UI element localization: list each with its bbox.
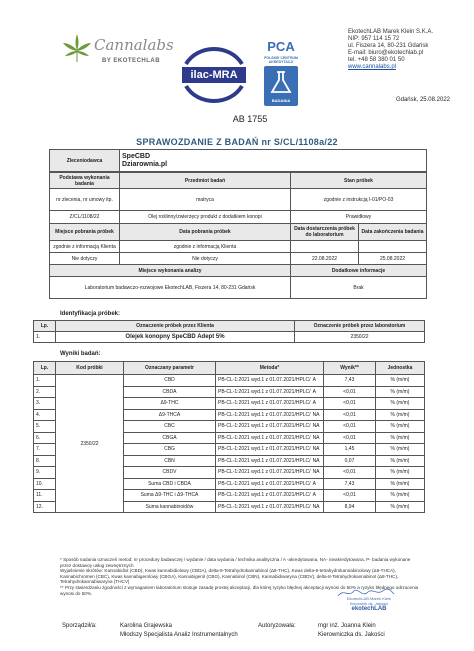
res-metoda bbox=[216, 444, 324, 456]
sub-subject: matryca bbox=[120, 189, 291, 211]
res-metoda-text: PB-CL-1:2021 wyd.1 z 01.07.2021/HPLC/ bbox=[218, 457, 311, 464]
stamp-line-1: EkotechLAB Marek Klein bbox=[346, 596, 392, 601]
res-lp: 2. bbox=[34, 386, 56, 398]
res-param: CBDA bbox=[124, 386, 216, 398]
h-basis: Podstawa wykonania badania bbox=[50, 173, 120, 189]
company-line: tel. +48 58 380 01 50 bbox=[348, 57, 405, 63]
pca-badge bbox=[264, 66, 298, 106]
signature-scribble bbox=[336, 586, 396, 600]
prepared-name: Karolina Grajewska bbox=[120, 623, 173, 629]
res-metoda-flag: A bbox=[312, 377, 316, 384]
v-finish: 25.08.2022 bbox=[359, 253, 427, 265]
res-metoda-flag: A bbox=[312, 400, 316, 407]
results-row bbox=[34, 375, 425, 387]
client-name: SpeCBD bbox=[122, 152, 151, 160]
client-label: Zleceniodawca bbox=[50, 150, 120, 172]
res-metoda bbox=[216, 432, 324, 444]
identification-title: Identyfikacja próbek: bbox=[60, 311, 121, 317]
results-table bbox=[33, 361, 425, 513]
approved-role: Kierowniczka ds. Jakości bbox=[318, 632, 385, 638]
order-table bbox=[49, 172, 427, 299]
res-param: Δ9-THCA bbox=[124, 409, 216, 421]
res-wynik: <0,01 bbox=[324, 432, 376, 444]
sub-sampling-date: zgodnie z informacją Klienta bbox=[120, 241, 291, 253]
res-metoda-flag: A bbox=[312, 480, 316, 487]
res-jedn: % (m/m) bbox=[376, 444, 425, 456]
h-delivery: Data dostarczenia próbek do laboratorium bbox=[291, 224, 359, 241]
v-delivery: 22.08.2022 bbox=[291, 253, 359, 265]
res-metoda-text: PB-CL-1:2021 wyd.1 z 01.07.2021/HPLC/ bbox=[218, 434, 311, 441]
flask-icon bbox=[264, 68, 298, 98]
res-jedn: % (m/m) bbox=[376, 375, 425, 387]
res-lp: 10. bbox=[34, 478, 56, 490]
res-metoda bbox=[216, 398, 324, 410]
id-row-client: Olejek konopny SpeCBD Adept 5% bbox=[56, 332, 295, 343]
res-lp: 12. bbox=[34, 501, 56, 513]
company-line: NIP: 957 114 15 72 bbox=[348, 36, 400, 42]
id-row-lp: 1. bbox=[34, 332, 56, 343]
id-row-lab: 2350/22 bbox=[295, 332, 425, 343]
res-metoda bbox=[216, 455, 324, 467]
results-body bbox=[34, 375, 425, 513]
res-metoda bbox=[216, 478, 324, 490]
res-param: CBD bbox=[124, 375, 216, 387]
res-metoda-text: PB-CL-1:2021 wyd.1 z 01.07.2021/HPLC/ bbox=[218, 388, 311, 395]
res-lp: 5. bbox=[34, 421, 56, 433]
res-metoda-flag: A bbox=[312, 388, 316, 395]
v-subject: Olej roślinny/zwierzęcy produkt z dodatkiem konopi bbox=[120, 211, 291, 224]
brand-logo bbox=[60, 26, 180, 76]
res-metoda-flag: A bbox=[312, 492, 316, 499]
approved-label: Autoryzowała: bbox=[258, 623, 296, 629]
accreditation-number: AB 1755 bbox=[232, 114, 268, 124]
pca-badania-label: BADANIA bbox=[271, 98, 291, 103]
res-metoda bbox=[216, 467, 324, 479]
res-wynik: 8,94 bbox=[324, 501, 376, 513]
res-h-wynik: Wynik** bbox=[324, 362, 376, 375]
res-param: CBN bbox=[124, 455, 216, 467]
res-jedn: % (m/m) bbox=[376, 398, 425, 410]
res-wynik: <0,01 bbox=[324, 467, 376, 479]
id-h-client: Oznaczenie próbek przez Klienta bbox=[56, 321, 295, 332]
res-lp: 4. bbox=[34, 409, 56, 421]
res-jedn: % (m/m) bbox=[376, 432, 425, 444]
res-lp: 1. bbox=[34, 375, 56, 387]
ilac-mra-seal bbox=[180, 46, 248, 104]
res-jedn: % (m/m) bbox=[376, 478, 425, 490]
h-sampling-date: Data pobrania próbek bbox=[120, 224, 291, 241]
res-jedn: % (m/m) bbox=[376, 501, 425, 513]
pca-subtitle-1: POLSKIE CENTRUM bbox=[264, 56, 298, 60]
cannabis-leaf-icon bbox=[62, 32, 92, 64]
res-metoda bbox=[216, 409, 324, 421]
approved-name: mgr inż. Joanna Klein bbox=[318, 623, 376, 629]
res-jedn: % (m/m) bbox=[376, 386, 425, 398]
res-metoda-flag: NA bbox=[312, 446, 320, 453]
res-param: Suma Δ9-THC i Δ9-THCA bbox=[124, 490, 216, 502]
res-wynik: 0,07 bbox=[324, 455, 376, 467]
sub-basis: nr zlecenia, nr umowy itp. bbox=[50, 189, 120, 211]
res-metoda-text: PB-CL-1:2021 wyd.1 z 01.07.2021/HPLC/ bbox=[218, 400, 311, 407]
pca-subtitle-2: AKREDYTACJI bbox=[268, 60, 294, 64]
res-param: Suma CBD i CBDA bbox=[124, 478, 216, 490]
h-place: Miejsce wykonania analizy bbox=[50, 265, 291, 277]
res-lp: 6. bbox=[34, 432, 56, 444]
res-wynik: 7,43 bbox=[324, 375, 376, 387]
res-metoda-flag: NA bbox=[312, 423, 320, 430]
res-lp: 9. bbox=[34, 467, 56, 479]
res-jedn: % (m/m) bbox=[376, 409, 425, 421]
res-wynik: <0,01 bbox=[324, 398, 376, 410]
v-sampling-date: Nie dotyczy bbox=[120, 253, 291, 265]
pca-title: PCA bbox=[267, 39, 295, 54]
res-metoda-flag: NA bbox=[312, 503, 320, 510]
report-title: SPRAWOZDANIE Z BADAŃ nr S/CL/1108a/22 bbox=[136, 137, 338, 147]
stamp-logo: ekotechLAB bbox=[351, 606, 387, 612]
res-metoda-text: PB-CL-1:2021 wyd.1 z 01.07.2021/HPLC/ bbox=[218, 377, 311, 384]
res-lp: 8. bbox=[34, 455, 56, 467]
prepared-role: Młodszy Specjalista Analiz Instrumentalnych bbox=[120, 632, 238, 638]
res-wynik: 7,43 bbox=[324, 478, 376, 490]
v-sampling: Nie dotyczy bbox=[50, 253, 120, 265]
res-wynik: <0,01 bbox=[324, 490, 376, 502]
res-metoda-flag: NA bbox=[312, 411, 320, 418]
v-info: Brak bbox=[291, 277, 427, 299]
res-lp: 11. bbox=[34, 490, 56, 502]
brand-tagline: BY EKOTECHLAB bbox=[102, 58, 161, 64]
res-param: CBG bbox=[124, 444, 216, 456]
res-metoda-text: PB-CL-1:2021 wyd.1 z 01.07.2021/HPLC/ bbox=[218, 492, 311, 499]
res-wynik: 1,45 bbox=[324, 444, 376, 456]
footnote-acceptance: ** Przy stwierdzaniu zgodności z wymaganiem laboratorium stosuje zasadę prostej akceptacji, dla której ryzyko błędnej akceptacji wynosi do 50% a ryzyko błędnego odrzucenia wynosi do 50%. bbox=[60, 584, 419, 596]
results-title: Wyniki badań: bbox=[60, 351, 101, 357]
res-metoda bbox=[216, 375, 324, 387]
pca-logo bbox=[258, 40, 304, 110]
res-metoda bbox=[216, 490, 324, 502]
res-metoda-text: PB-CL-1:2021 wyd.1 z 01.07.2021/HPLC/ bbox=[218, 423, 311, 430]
res-jedn: % (m/m) bbox=[376, 455, 425, 467]
res-h-param: Oznaczany parametr bbox=[124, 362, 216, 375]
company-line: EkotechLAB Marek Klein S.K.A. bbox=[348, 29, 434, 35]
res-jedn: % (m/m) bbox=[376, 490, 425, 502]
ilac-mra-text: ilac-MRA bbox=[190, 69, 238, 81]
company-line: E-mail: biuro@ekotechlab.pl bbox=[348, 50, 424, 56]
res-h-jedn: Jednostka bbox=[376, 362, 425, 375]
res-metoda-text: PB-CL-1:2021 wyd.1 z 01.07.2021/HPLC/ bbox=[218, 503, 311, 510]
v-basis: Z/CL/1108/22 bbox=[50, 211, 120, 224]
client-value bbox=[120, 150, 427, 172]
footnote-abbreviations: Wyjaśnienie skrótów: Kannabidiol (CBD), Kwas kannabidiolowy (CBDA), delta-9-Tetrahydrokannabinol (Δ9-THC), Kwas delta-9-tetrahydrokannabinolowy (Δ9-THCA), Kannabichromen (CBC), Kwas kannabigerolowy (CBGA), Kannabigerol (CBG), Kannabinol (CBN), Kannabidiwaryna (CBDV), delta-8-Tetrahydrokannabinol (Δ8-THC), Tetrahydrokannabiwaryna (THCV) bbox=[60, 568, 399, 585]
res-metoda-flag: NA bbox=[312, 457, 320, 464]
id-h-lp: Lp. bbox=[34, 321, 56, 332]
h-finish: Data zakończenia badania bbox=[359, 224, 427, 241]
res-metoda-flag: NA bbox=[312, 469, 320, 476]
brand-name: Cannalabs bbox=[94, 36, 174, 54]
client-table bbox=[49, 149, 427, 172]
res-metoda bbox=[216, 386, 324, 398]
res-jedn: % (m/m) bbox=[376, 421, 425, 433]
sub-state: zgodnie z instrukcją I-01/PO-03 bbox=[291, 189, 427, 211]
res-param: CBC bbox=[124, 421, 216, 433]
footnote-methods: * Sposób nadania oznaczeń metod: nr procedury badawczej / wydanie / data wydania / technika analityczna / A -akredytowana, NA- nieakredytowana, P- badania wykonane przez dostawcę usług zewnętrznych bbox=[60, 557, 411, 568]
res-param: Suma kannabinoidów bbox=[124, 501, 216, 513]
res-h-metoda: Metoda* bbox=[216, 362, 324, 375]
company-line: ul. Fiszera 14, 80-231 Gdańsk bbox=[348, 43, 429, 49]
identification-table bbox=[33, 320, 425, 343]
stamp-line-2: Kierownik ds. Jakości bbox=[349, 601, 389, 606]
res-metoda bbox=[216, 501, 324, 513]
res-wynik: <0,01 bbox=[324, 386, 376, 398]
v-place: Laboratorium badawczo-rozwojowe EkotechLAB, Fiszera 14, 80-231 Gdańsk bbox=[50, 277, 291, 299]
res-lp: 3. bbox=[34, 398, 56, 410]
h-info: Dodatkowe informacje bbox=[291, 265, 427, 277]
res-h-lp: Lp. bbox=[34, 362, 56, 375]
v-state: Prawidłowy bbox=[291, 211, 427, 224]
id-h-lab: Oznaczenie próbek przez laboratorium bbox=[295, 321, 425, 332]
h-state: Stan próbek bbox=[291, 173, 427, 189]
date-place: Gdańsk, 25.08.2022 bbox=[395, 97, 450, 103]
res-h-kod: Kod próbki bbox=[56, 362, 124, 375]
res-param: CBDV bbox=[124, 467, 216, 479]
res-wynik: <0,01 bbox=[324, 409, 376, 421]
res-lp: 7. bbox=[34, 444, 56, 456]
res-metoda-text: PB-CL-1:2021 wyd.1 z 01.07.2021/HPLC/ bbox=[218, 469, 311, 476]
res-metoda-flag: NA bbox=[312, 434, 320, 441]
h-sampling: Miejsce pobrania próbek bbox=[50, 224, 120, 241]
quality-stamp bbox=[334, 592, 404, 616]
res-metoda-text: PB-CL-1:2021 wyd.1 z 01.07.2021/HPLC/ bbox=[218, 411, 311, 418]
company-website-link[interactable]: www.cannalabs.pl bbox=[348, 64, 397, 70]
res-jedn: % (m/m) bbox=[376, 467, 425, 479]
prepared-label: Sporządził/a: bbox=[62, 623, 97, 629]
client-shop: Dziarownia.pl bbox=[122, 160, 168, 168]
h-subject: Przedmiot badań bbox=[120, 173, 291, 189]
res-metoda-text: PB-CL-1:2021 wyd.1 z 01.07.2021/HPLC/ bbox=[218, 446, 311, 453]
res-wynik: <0,01 bbox=[324, 421, 376, 433]
res-param: Δ9-THC bbox=[124, 398, 216, 410]
res-metoda bbox=[216, 421, 324, 433]
sub-sampling: zgodnie z informacją Klienta bbox=[50, 241, 120, 253]
res-sample-code: 2350/22 bbox=[56, 375, 124, 513]
res-param: CBGA bbox=[124, 432, 216, 444]
company-info bbox=[348, 29, 468, 71]
res-metoda-text: PB-CL-1:2021 wyd.1 z 01.07.2021/HPLC/ bbox=[218, 480, 311, 487]
